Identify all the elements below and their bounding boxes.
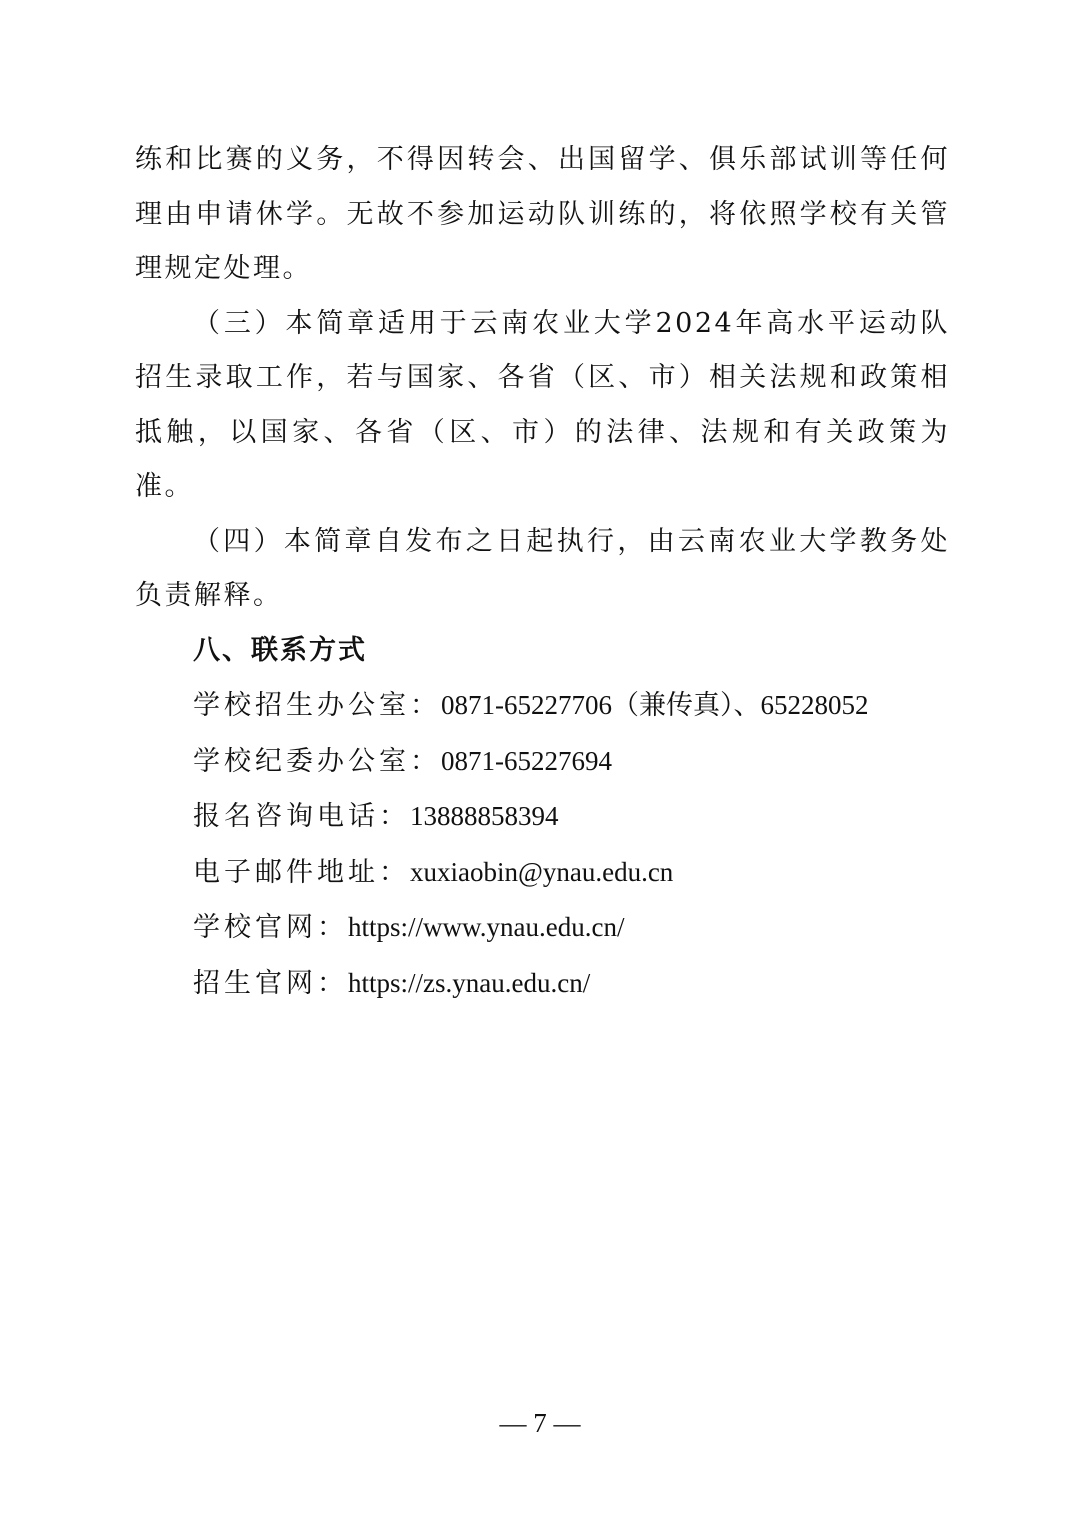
- contact-label: 学校招生办公室：: [193, 690, 441, 721]
- contact-label: 学校纪委办公室：: [193, 745, 441, 777]
- contact-label: 报名咨询电话：: [193, 801, 410, 832]
- contact-value: 13888858394: [410, 801, 559, 831]
- contact-line-discipline-office: [135, 734, 950, 790]
- contact-line-school-website: [135, 900, 950, 956]
- contact-value: 0871-65227706（兼传真）、65228052: [441, 690, 869, 720]
- email-link[interactable]: xuxiaobin@ynau.edu.cn: [410, 856, 674, 887]
- contact-line-admissions-website: [135, 956, 950, 1012]
- contact-line-email: [135, 845, 950, 901]
- section-heading-contact: 八、联系方式: [193, 634, 367, 666]
- school-website-link[interactable]: https://www.ynau.edu.cn/: [348, 912, 625, 942]
- contact-label: 电子邮件地址：: [193, 856, 410, 888]
- paragraph-scope: （三）本简章适用于云南农业大学2024年高水平运动队招生录取工作，若与国家、各省（区、市）相关法规和政策相抵触，以国家、各省（区、市）的法律、法规和有关政策为准。: [135, 307, 950, 502]
- contact-line-admissions-office: [135, 678, 950, 734]
- contact-value: 0871-65227694: [441, 745, 612, 776]
- document-body: [135, 133, 950, 1011]
- admissions-website-link[interactable]: https://zs.ynau.edu.cn/: [348, 967, 591, 998]
- contact-label: 学校官网：: [193, 912, 348, 943]
- paragraph-continuation: 练和比赛的义务，不得因转会、出国留学、俱乐部试训等任何理由申请休学。无故不参加运动队训练的，将依照学校有关管理规定处理。: [135, 144, 950, 284]
- contact-line-inquiry-phone: [135, 789, 950, 845]
- contact-label: 招生官网：: [193, 967, 348, 999]
- paragraph-interpretation: （四）本简章自发布之日起执行，由云南农业大学教务处负责解释。: [135, 525, 950, 611]
- page-number: — 7 —: [499, 1408, 581, 1438]
